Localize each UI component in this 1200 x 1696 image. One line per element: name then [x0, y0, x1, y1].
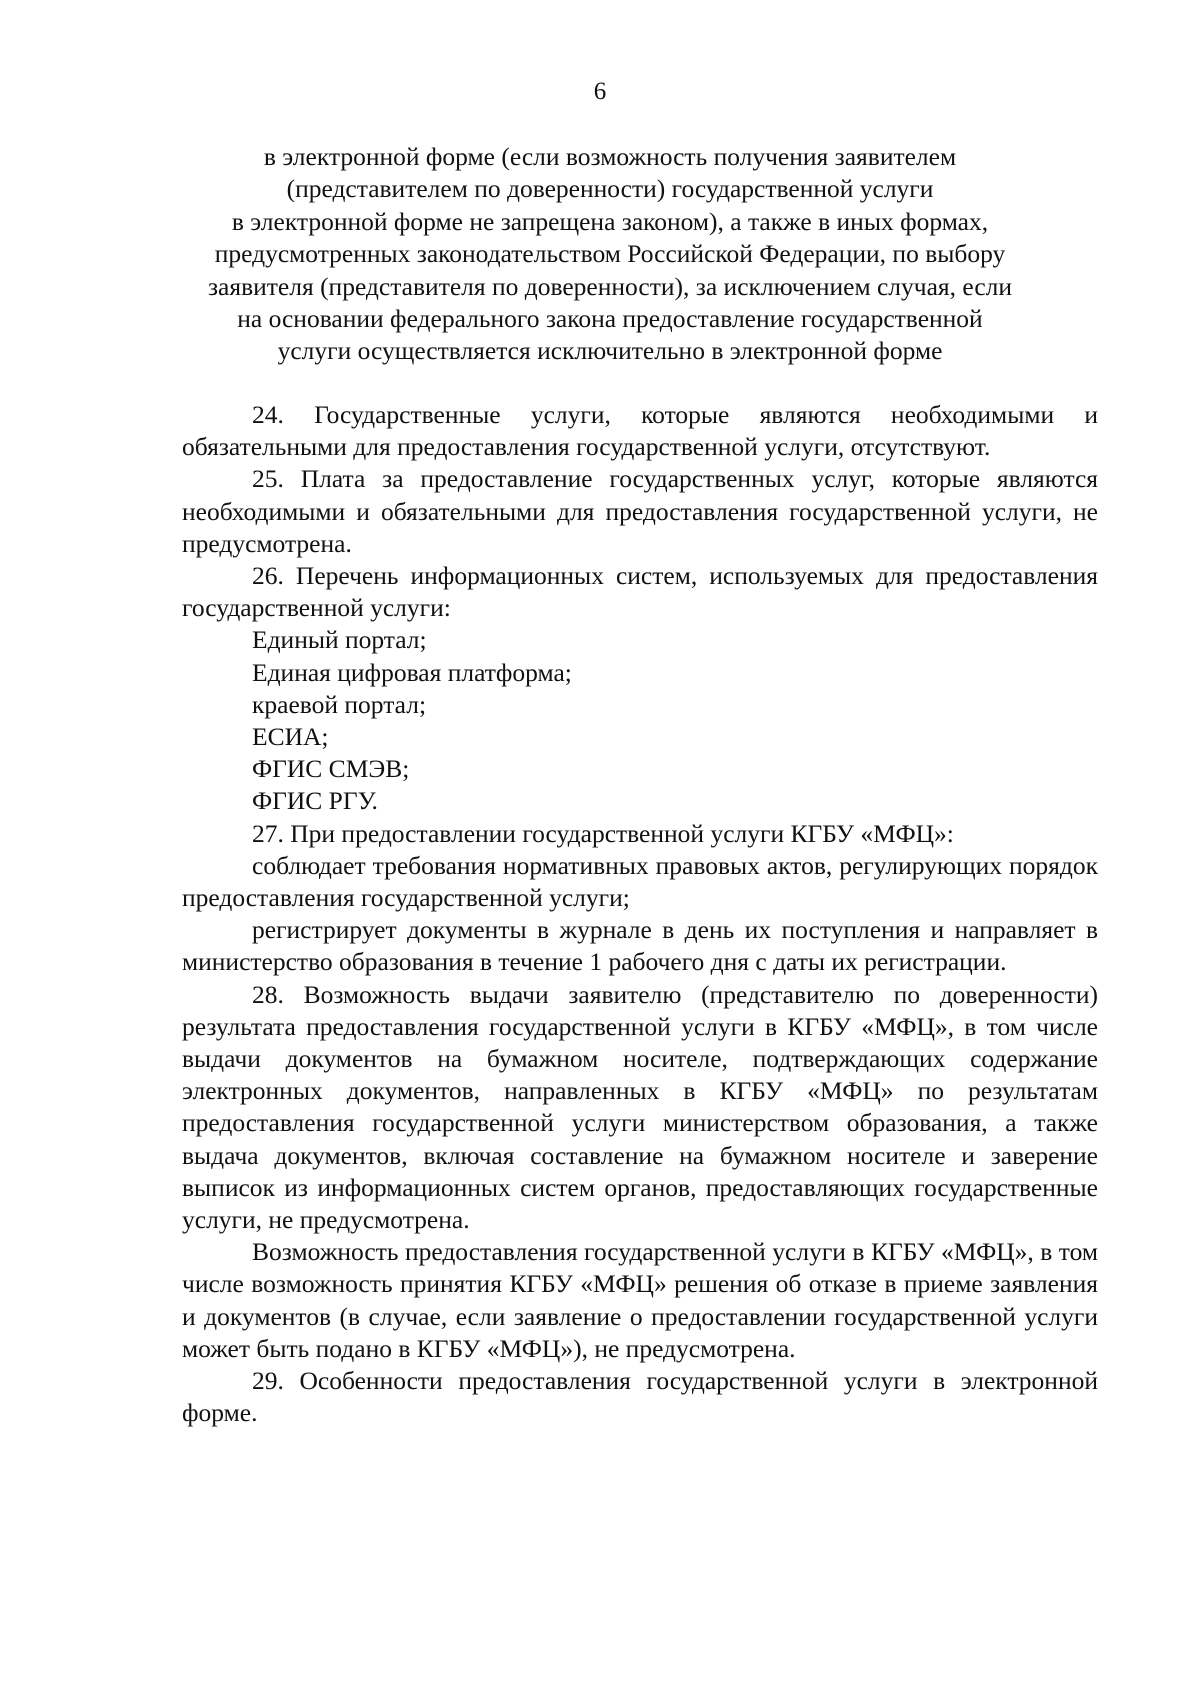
paragraph-28-b: Возможность предоставления государственной услуги в КГБУ «МФЦ», в том числе возможность принятия КГБУ «МФЦ» решения об отказе в приеме заявления и документов (в случае, если заявление о предоставлении государственной услуги может быть подано в КГБУ «МФЦ»), не предусмотрена. [182, 1237, 1098, 1363]
paragraph-25: 25. Плата за предоставление государственных услуг, которые являются необходимыми и обязательными для предоставления государственной услуги, не предусмотрена. [182, 464, 1098, 558]
intro-line: заявителя (представителя по доверенности), за исключением случая, если [207, 271, 1013, 301]
intro-line: предусмотренных законодательством Российской Федерации, по выбору [214, 239, 1006, 269]
intro-line: в электронной форме не запрещена законом), а также в иных формах, [231, 206, 989, 236]
intro-line: (представителем по доверенности) государственной услуги [286, 174, 934, 204]
intro-line: на основании федерального закона предоставление государственной [237, 304, 983, 334]
paragraph-29: 29. Особенности предоставления государственной услуги в электронной форме. [182, 1366, 1098, 1428]
paragraph-24: 24. Государственные услуги, которые являются необходимыми и обязательными для предоставления государственной услуги, отсутствуют. [182, 400, 1098, 462]
intro-line: в электронной форме (если возможность получения заявителем [263, 142, 957, 171]
intro-block [180, 141, 1040, 368]
system-item: Единый портал; [252, 625, 427, 655]
paragraph-27-b: регистрирует документы в журнале в день их поступления и направляет в министерство образования в течение 1 рабочего дня с даты их регистрации. [182, 915, 1098, 977]
paragraph-27: 27. При предоставлении государственной услуги КГБУ «МФЦ»: [252, 818, 954, 848]
system-item: Единая цифровая платформа; [252, 657, 572, 687]
paragraph-26: 26. Перечень информационных систем, используемых для предоставления государственной услуги: [182, 561, 1098, 623]
system-item: краевой портал; [252, 689, 427, 719]
paragraph-27-a: соблюдает требования нормативных правовых актов, регулирующих порядок предоставления государственной услуги; [182, 850, 1098, 913]
page-number: 6 [593, 78, 607, 105]
system-item: ФГИС СМЭВ; [252, 754, 410, 784]
intro-line: услуги осуществляется исключительно в электронной форме [277, 336, 943, 366]
paragraph-28: 28. Возможность выдачи заявителю (представителю по доверенности) результата предоставления государственной услуги в КГБУ «МФЦ», в том числе выдачи документов на бумажном носителе, подтверждающих содержание электронных документов, направленных в КГБУ «МФЦ» по результатам предоставления государственной услуги министерством образования, а также выдача документов, включая составление на бумажном носителе и заверение выписок из информационных систем органов, предоставляющих государственные услуги, не предусмотрена. [182, 979, 1098, 1235]
system-item: ФГИС РГУ. [252, 786, 378, 816]
system-item: ЕСИА; [252, 722, 329, 752]
body-text [182, 399, 1098, 1430]
